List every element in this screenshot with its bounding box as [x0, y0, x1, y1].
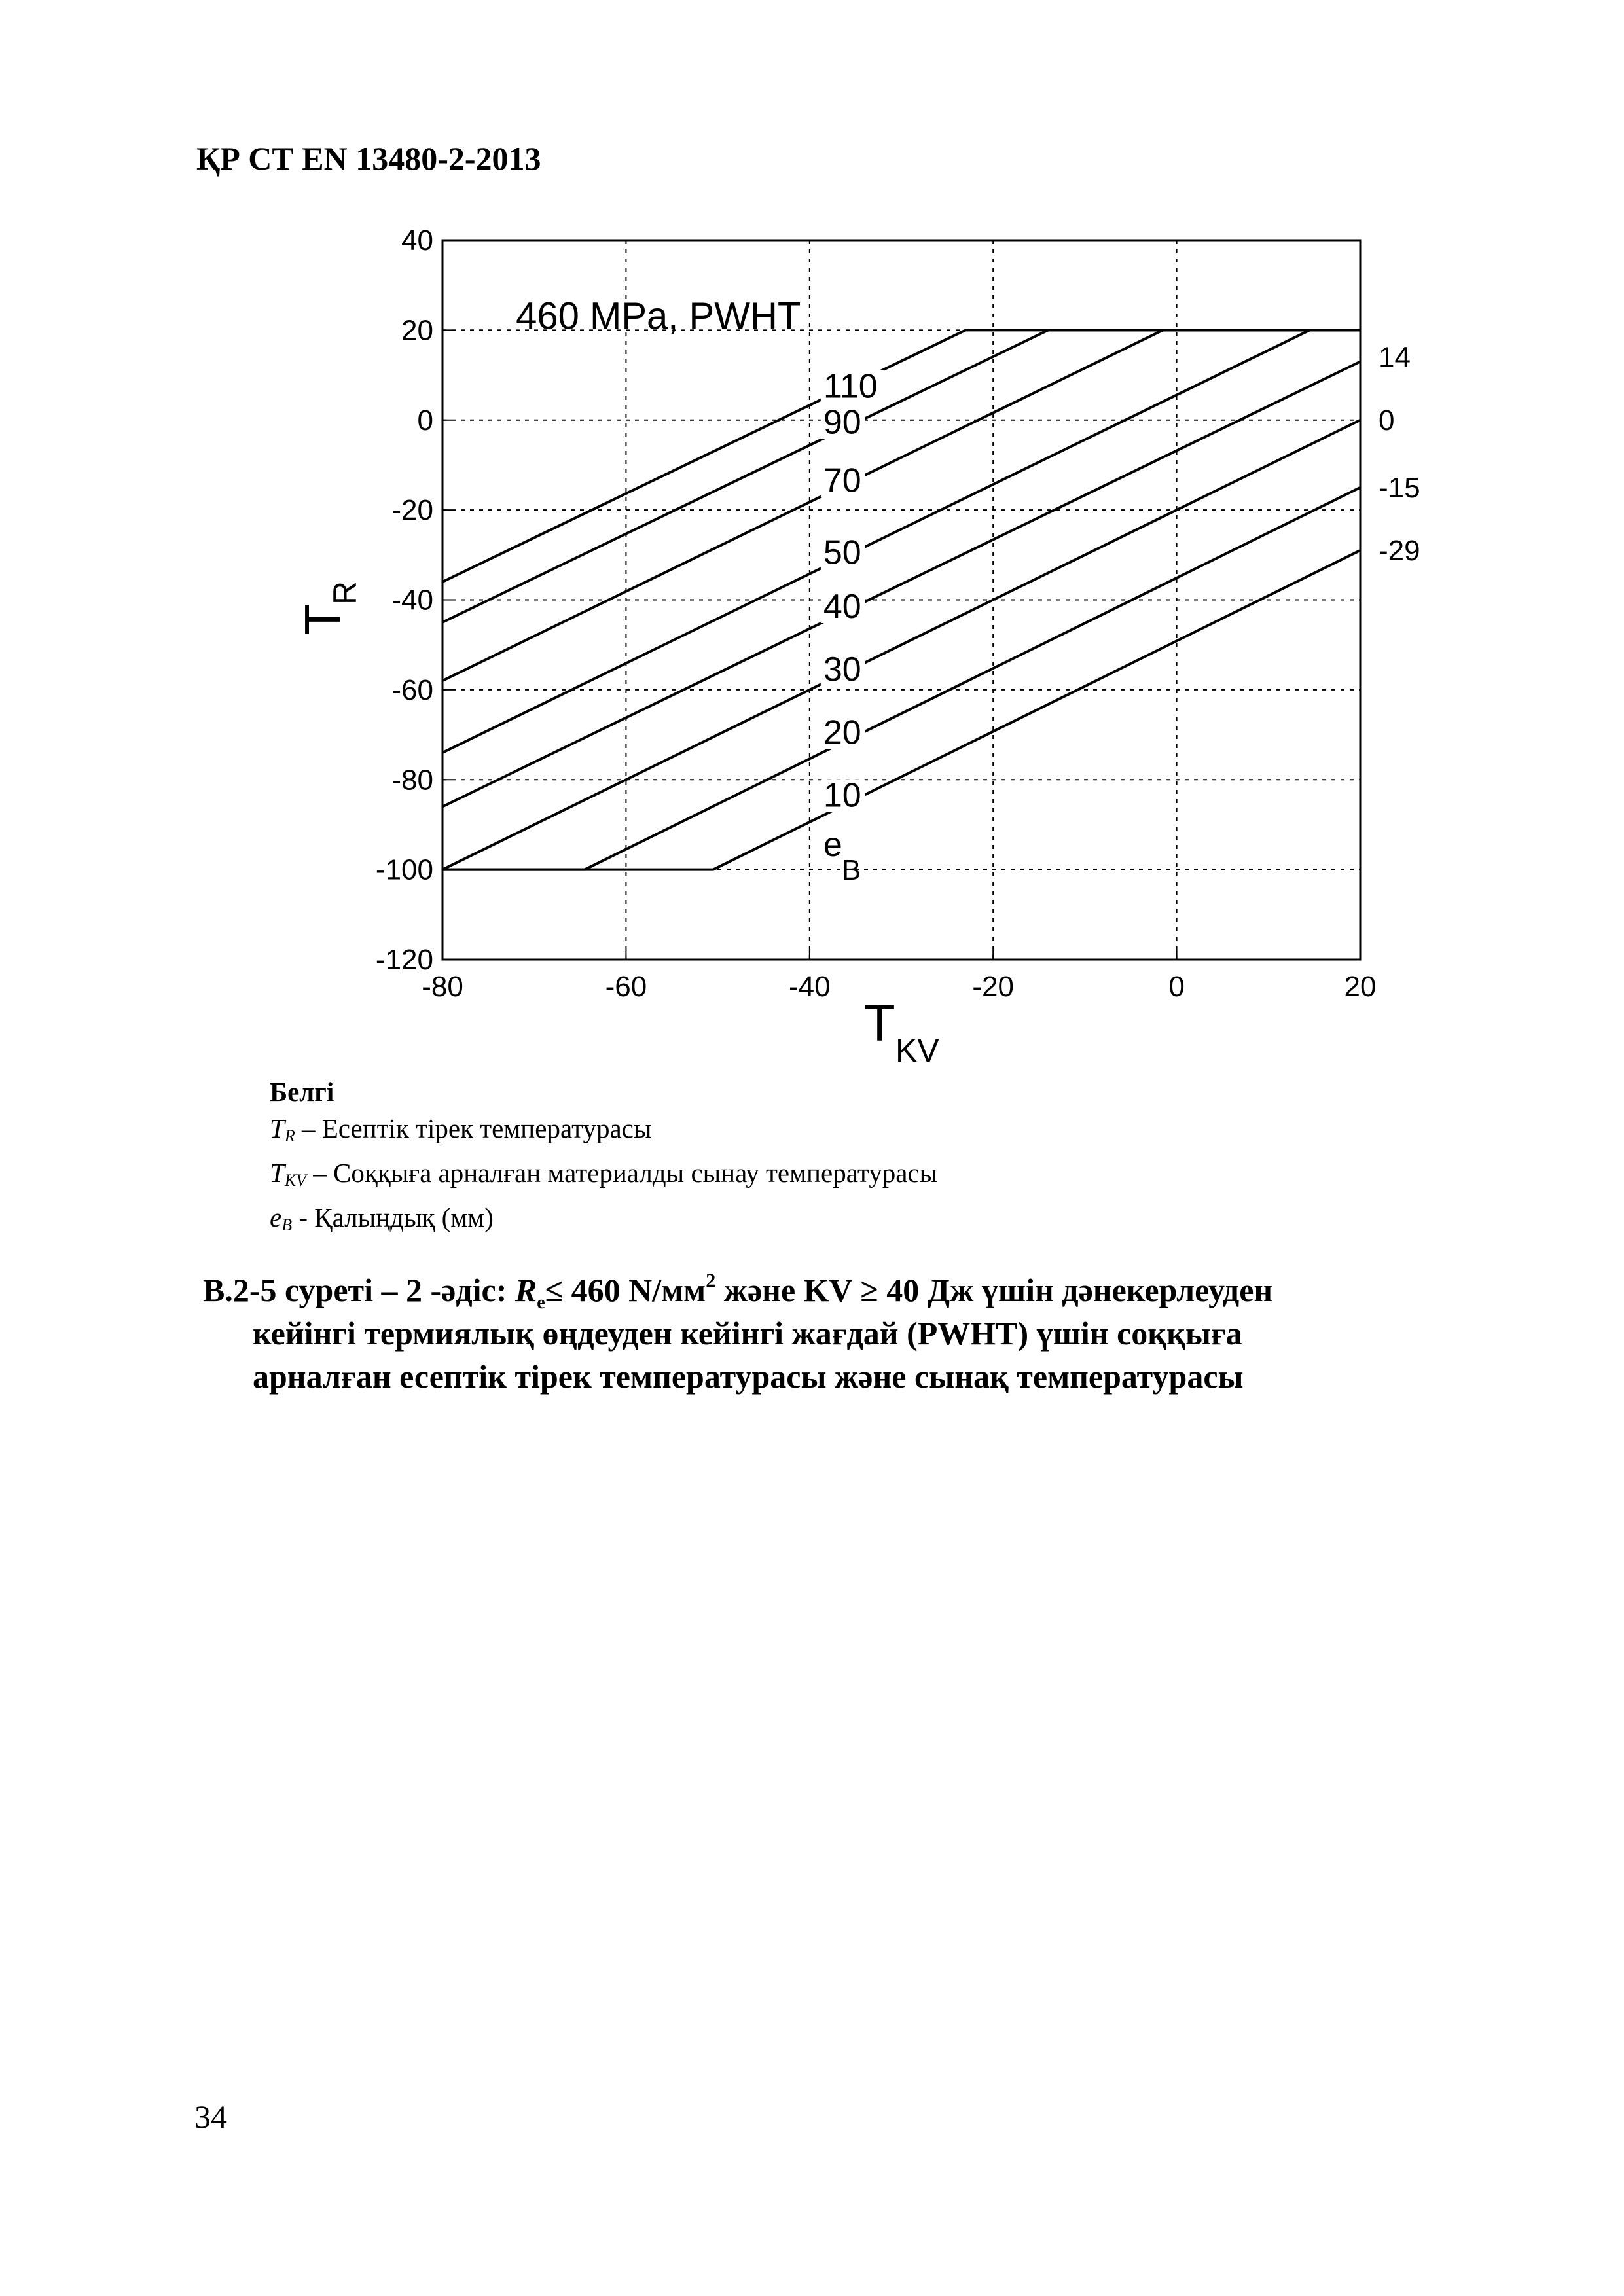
legend-item-eb [270, 1199, 937, 1244]
x-axis-label: T [864, 994, 895, 1052]
thickness-label-subscript: B [841, 854, 861, 887]
right-label: -15 [1379, 471, 1420, 504]
y-tick-label: -60 [391, 673, 433, 706]
legend-subscript: R [284, 1126, 295, 1145]
right-label: 14 [1379, 341, 1411, 374]
right-label: -29 [1379, 534, 1420, 567]
thickness-label: e [823, 826, 842, 865]
series-label-10: 10 [823, 776, 861, 815]
series-label-30: 30 [823, 651, 861, 689]
series-label-50: 50 [823, 533, 861, 572]
legend-heading: Белгі [270, 1077, 334, 1107]
legend-symbol: T [270, 1158, 285, 1188]
caption-text: және KV ≥ 40 Дж үшін дәнекерлеуден [715, 1272, 1273, 1308]
y-tick-label: 0 [417, 404, 433, 437]
legend-text: – Есептік тірек температурасы [295, 1113, 652, 1143]
y-tick-label: -20 [391, 494, 433, 527]
x-tick-label: -40 [789, 971, 831, 1003]
caption-symbol: R [514, 1272, 537, 1308]
caption-subscript: e [537, 1293, 545, 1313]
series-label-90: 90 [823, 403, 861, 442]
x-tick-label: 20 [1344, 971, 1377, 1003]
series-label-20: 20 [823, 713, 861, 752]
chart-grid [442, 240, 1360, 960]
series-line-70 [442, 330, 1360, 681]
y-tick-label: -120 [375, 944, 433, 976]
x-tick-label: -20 [972, 971, 1014, 1003]
y-tick-label: 20 [401, 314, 433, 347]
y-axis-label-group [294, 581, 363, 635]
y-tick-label: -40 [391, 584, 433, 617]
document-id: ҚР СТ EN 13480-2-2013 [196, 140, 541, 177]
x-tick-label: -80 [422, 971, 463, 1003]
y-axis-label-subscript: R [327, 581, 363, 605]
y-tick-label: -80 [391, 764, 433, 797]
legend-subscript: B [281, 1215, 293, 1234]
series-line-20 [442, 488, 1360, 870]
series-line-10 [442, 550, 1360, 870]
series-label-70: 70 [823, 461, 861, 500]
figure-caption [203, 1268, 1512, 1398]
legend [270, 1073, 937, 1244]
x-tick-label: -60 [605, 971, 647, 1003]
legend-symbol: e [270, 1202, 282, 1232]
chart-labels [294, 295, 1420, 1069]
caption-superscript: 2 [706, 1270, 716, 1291]
y-tick-label: -100 [375, 853, 433, 886]
y-axis-label: T [294, 603, 352, 635]
chart-title: 460 MPa, PWHT [516, 295, 801, 338]
caption-line-1 [203, 1270, 1273, 1313]
caption-line-3: арналған есептік тірек температурасы және сынақ температурасы [253, 1358, 1244, 1395]
legend-item-tr [270, 1110, 937, 1155]
caption-line-2: кейінгі термиялық өңдеуден кейінгі жағдай (PWHT) үшін соққыға [253, 1315, 1242, 1352]
series-line-30 [442, 420, 1360, 870]
series-label-40: 40 [823, 587, 861, 626]
series-line-40 [442, 362, 1360, 807]
right-label: 0 [1379, 404, 1395, 437]
legend-text: - Қалыңдық (мм) [292, 1202, 494, 1232]
y-tick-label: 40 [401, 224, 433, 257]
x-axis-label-subscript: KV [895, 1032, 939, 1069]
legend-item-tkv [270, 1155, 937, 1199]
caption-text: ≤ 460 N/мм [545, 1272, 706, 1308]
page-number: 34 [194, 2098, 227, 2135]
reference-temperature-chart [0, 0, 1624, 1073]
caption-text: В.2-5 суреті – 2 -әдіс: [203, 1272, 515, 1308]
chart-ticks [376, 224, 1377, 1003]
legend-text: – Соққыға арналған материалды сынау температурасы [306, 1158, 938, 1188]
legend-symbol: T [270, 1113, 285, 1143]
x-tick-label: 0 [1168, 971, 1185, 1003]
series-label-110: 110 [823, 367, 878, 406]
legend-subscript: KV [284, 1171, 307, 1190]
